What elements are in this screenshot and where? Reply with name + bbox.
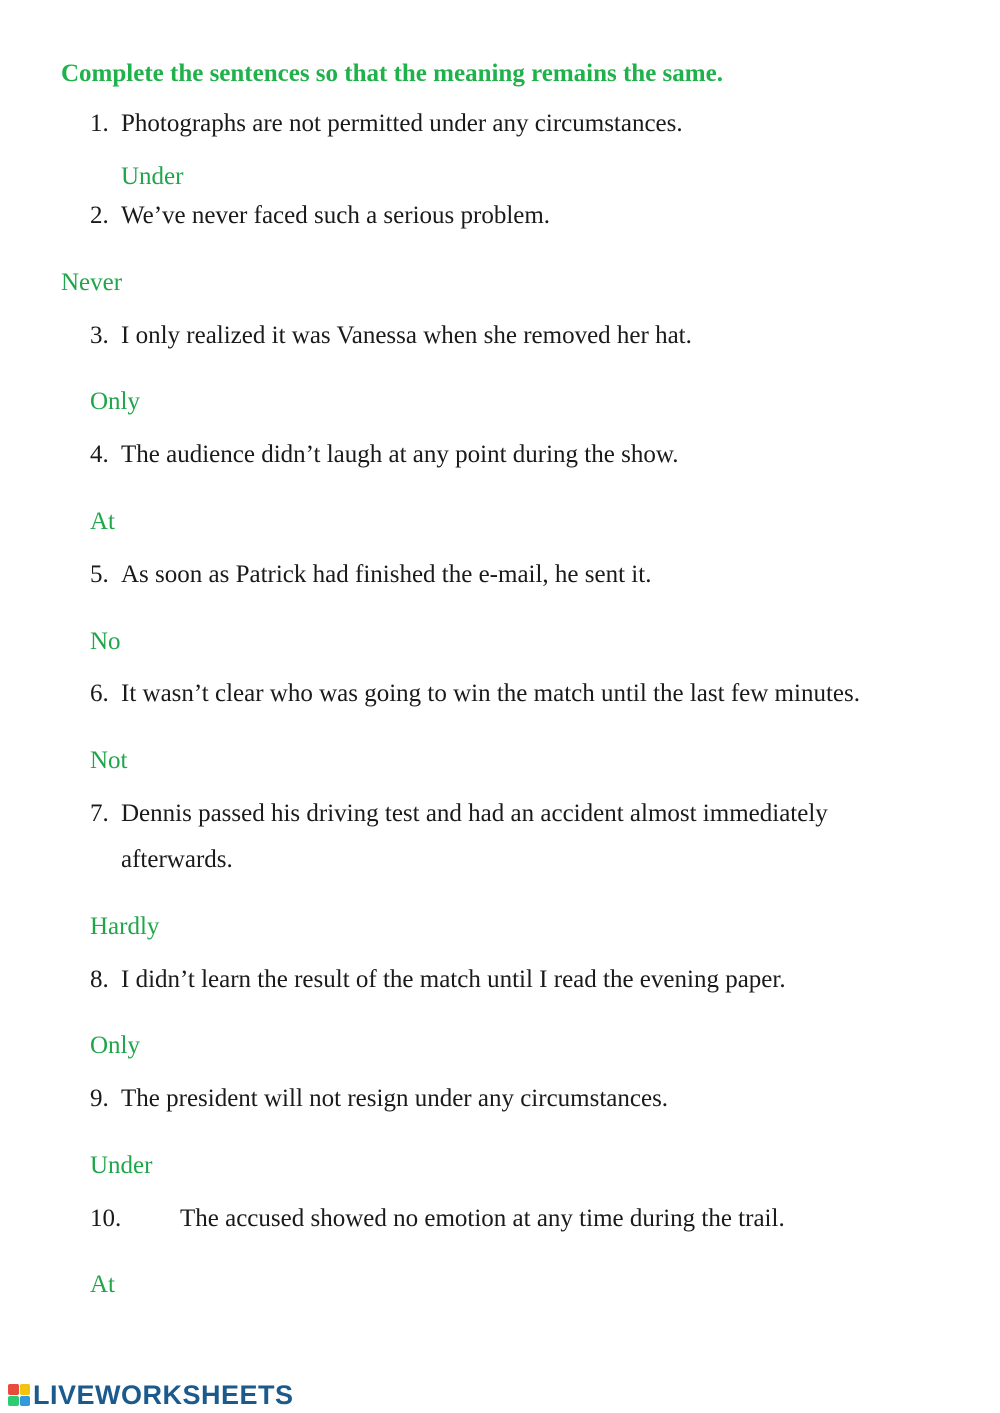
answer-prompt <box>121 156 193 191</box>
question-text: The president will not resign under any circumstances. <box>121 1085 669 1112</box>
logo-mark-tile <box>8 1396 19 1407</box>
logo-mark-tile <box>20 1396 31 1407</box>
answer-start-word: Only <box>90 388 140 415</box>
answer-start-word: Never <box>61 269 123 296</box>
liveworksheets-mark-icon <box>8 1384 30 1406</box>
question-text: The accused showed no emotion at any time during the trail. <box>180 1205 785 1232</box>
logo-text: LIVEWORKSHEETS <box>33 1379 294 1410</box>
item-number: 10. <box>90 1205 122 1232</box>
item-number: 4. <box>90 441 109 468</box>
answer-input[interactable] <box>128 740 138 768</box>
answer-start-word: Hardly <box>90 913 160 940</box>
answer-prompt <box>90 621 131 656</box>
answer-prompt <box>61 262 132 297</box>
item-number: 5. <box>90 561 109 588</box>
question-text-continued: afterwards. <box>121 846 233 873</box>
answer-input[interactable] <box>152 1145 162 1173</box>
item-number: 1. <box>90 110 109 137</box>
question-text: The audience didn’t laugh at any point during the show. <box>121 441 679 468</box>
item-number: 2. <box>90 202 109 229</box>
answer-input[interactable] <box>140 381 150 409</box>
answer-start-word: At <box>90 508 115 535</box>
liveworksheets-logo[interactable] <box>8 1380 294 1410</box>
answer-prompt <box>90 1264 125 1299</box>
question-text: I only realized it was Vanessa when she removed her hat. <box>121 322 692 349</box>
item-number: 6. <box>90 680 109 707</box>
question-text: I didn’t learn the result of the match until I read the evening paper. <box>121 966 786 993</box>
answer-input[interactable] <box>159 906 169 934</box>
answer-input[interactable] <box>121 621 131 649</box>
item-number: 9. <box>90 1085 109 1112</box>
logo-mark-tile <box>20 1384 31 1395</box>
question-text: Photographs are not permitted under any circumstances. <box>121 110 683 137</box>
item-number: 7. <box>90 800 109 827</box>
answer-start-word: At <box>90 1271 115 1298</box>
answer-input[interactable] <box>140 1025 150 1053</box>
answer-prompt <box>90 1025 150 1060</box>
answer-start-word: Under <box>121 163 184 190</box>
question-text: As soon as Patrick had finished the e-mail, he sent it. <box>121 561 652 588</box>
question-text: We’ve never faced such a serious problem. <box>121 202 551 229</box>
answer-prompt <box>90 740 138 775</box>
answer-input[interactable] <box>115 1264 125 1292</box>
answer-prompt <box>90 501 125 536</box>
answer-start-word: Not <box>90 747 128 774</box>
question-text: It wasn’t clear who was going to win the match until the last few minutes. <box>121 680 860 707</box>
instructions-title: Complete the sentences so that the meaning remains the same. <box>61 60 723 87</box>
answer-input[interactable] <box>122 262 132 290</box>
answer-input[interactable] <box>115 501 125 529</box>
answer-prompt <box>90 381 150 416</box>
answer-start-word: Only <box>90 1032 140 1059</box>
item-number: 8. <box>90 966 109 993</box>
logo-mark-tile <box>8 1384 19 1395</box>
answer-input[interactable] <box>183 156 193 184</box>
answer-start-word: Under <box>90 1152 153 1179</box>
answer-prompt <box>90 906 169 941</box>
answer-start-word: No <box>90 628 121 655</box>
answer-prompt <box>90 1145 162 1180</box>
item-number: 3. <box>90 322 109 349</box>
question-text: Dennis passed his driving test and had an accident almost immediately <box>121 800 828 827</box>
